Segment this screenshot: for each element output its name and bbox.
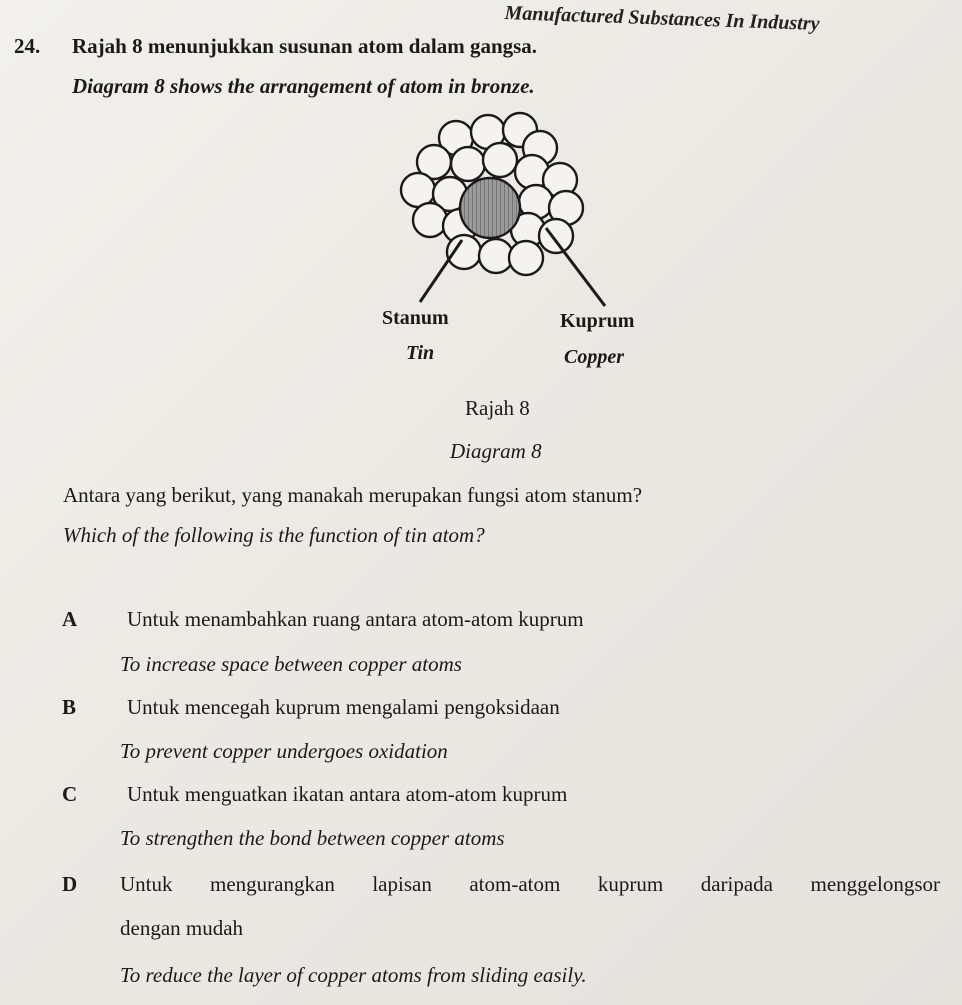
tin-atom bbox=[460, 178, 520, 238]
option-d-text-english[interactable]: To reduce the layer of copper atoms from sliding easily. bbox=[120, 963, 587, 987]
question-text-english: Diagram 8 shows the arrangement of atom in bronze. bbox=[72, 74, 535, 98]
option-a-letter[interactable]: A bbox=[62, 607, 78, 631]
bronze-atom-diagram bbox=[360, 110, 680, 390]
copper-atom bbox=[483, 143, 517, 177]
question-text-malay: Rajah 8 menunjukkan susunan atom dalam gangsa. bbox=[72, 34, 538, 58]
option-c-text-english[interactable]: To strengthen the bond between copper atoms bbox=[120, 826, 505, 850]
option-c-letter[interactable]: C bbox=[62, 782, 78, 806]
option-b-text-english[interactable]: To prevent copper undergoes oxidation bbox=[120, 739, 448, 763]
stem-text-english: Which of the following is the function of tin atom? bbox=[63, 523, 485, 547]
tin-pointer-line bbox=[420, 240, 462, 302]
stem-text-malay: Antara yang berikut, yang manakah merupakan fungsi atom stanum? bbox=[63, 483, 643, 507]
diagram-caption-malay: Rajah 8 bbox=[465, 396, 530, 420]
copper-pointer-line bbox=[546, 228, 605, 306]
option-d-text-malay-line2[interactable]: dengan mudah bbox=[120, 916, 244, 940]
option-a-text-malay[interactable]: Untuk menambahkan ruang antara atom-atom kuprum bbox=[127, 607, 584, 631]
copper-atom bbox=[413, 203, 447, 237]
option-a-text-english[interactable]: To increase space between copper atoms bbox=[120, 652, 462, 676]
copper-atom bbox=[539, 219, 573, 253]
option-b-text-malay[interactable]: Untuk mencegah kuprum mengalami pengoksidaan bbox=[127, 695, 560, 719]
diagram-caption-english: Diagram 8 bbox=[450, 439, 542, 463]
label-kuprum: Kuprum bbox=[560, 310, 635, 332]
option-c-text-malay[interactable]: Untuk menguatkan ikatan antara atom-atom kuprum bbox=[127, 782, 568, 806]
option-b-letter[interactable]: B bbox=[62, 695, 77, 719]
page-header: Manufactured Substances In Industry bbox=[504, 1, 820, 35]
option-d-letter[interactable]: D bbox=[62, 872, 78, 896]
label-copper: Copper bbox=[564, 346, 624, 368]
question-number: 24. bbox=[14, 34, 41, 58]
copper-atom bbox=[509, 241, 543, 275]
label-stanum: Stanum bbox=[382, 307, 449, 329]
copper-atom bbox=[479, 239, 513, 273]
label-tin: Tin bbox=[406, 342, 435, 364]
option-d-text-malay-line1[interactable]: Untuk mengurangkan lapisan atom-atom kuprum daripada menggelongsor bbox=[120, 872, 940, 896]
copper-atom bbox=[451, 147, 485, 181]
